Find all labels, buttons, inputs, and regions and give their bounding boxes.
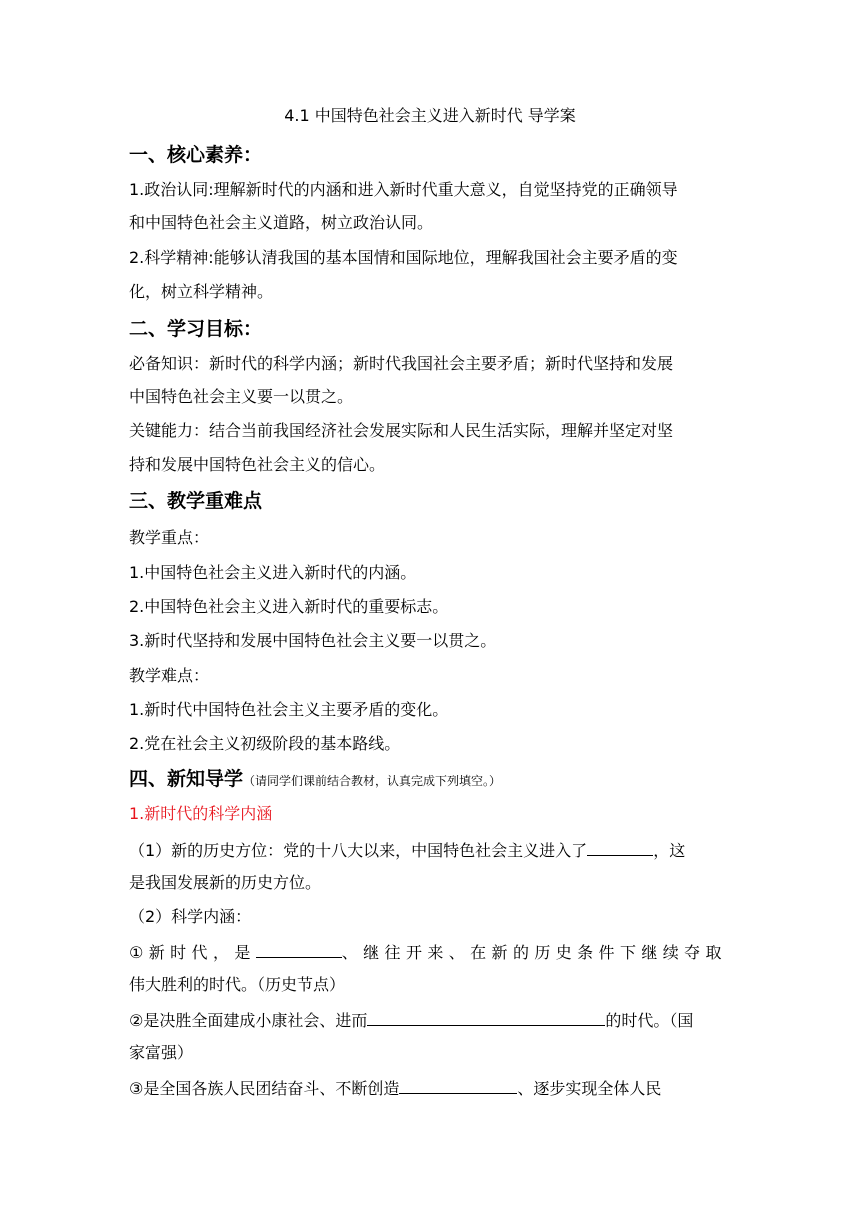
paragraph: 必备知识：新时代的科学内涵；新时代我国社会主要矛盾；新时代坚持和发展 (129, 354, 674, 373)
answer-blank[interactable] (399, 1075, 517, 1094)
subsection-heading: 1.新时代的科学内涵 (129, 804, 273, 823)
paragraph: 是我国发展新的历史方位。 (129, 873, 322, 892)
paragraph: 持和发展中国特色社会主义的信心。 (129, 455, 386, 474)
fill-in-question (129, 939, 731, 965)
section-heading-text: 四、新知导学 (129, 768, 244, 790)
fill-in-question (129, 837, 731, 863)
section-heading-key-difficult-points: 三、教学重难点 (129, 490, 263, 512)
paragraph: 教学重点： (129, 528, 210, 547)
section-heading-new-knowledge (129, 765, 501, 795)
fill-in-question (129, 1007, 731, 1033)
list-item: 1.中国特色社会主义进入新时代的内涵。 (129, 563, 417, 582)
paragraph: 伟大胜利的时代。（历史节点） (129, 975, 346, 994)
answer-blank[interactable] (587, 837, 653, 856)
section-heading-note: （请同学们课前结合教材，认真完成下列填空。） (243, 774, 502, 788)
paragraph: 化，树立科学精神。 (129, 282, 274, 301)
paragraph: 家富强） (129, 1043, 194, 1062)
paragraph: 1.政治认同:理解新时代的内涵和进入新时代重大意义，自觉坚持党的正确领导 (129, 180, 678, 199)
fill-in-question (129, 1075, 731, 1101)
paragraph: 中国特色社会主义要一以贯之。 (129, 387, 354, 406)
question-text: ②是决胜全面建成小康社会、进而 (129, 1011, 368, 1030)
section-heading-core-literacy: 一、核心素养： (129, 144, 263, 166)
paragraph: 和中国特色社会主义道路，树立政治认同。 (129, 213, 434, 232)
paragraph: （2）科学内涵： (129, 907, 252, 926)
answer-blank[interactable] (256, 939, 342, 958)
question-text: 、逐步实现全体人民 (517, 1079, 662, 1098)
list-item: 2.中国特色社会主义进入新时代的重要标志。 (129, 597, 449, 616)
question-text: ③是全国各族人民团结奋斗、不断创造 (129, 1079, 400, 1098)
list-item: 2.党在社会主义初级阶段的基本路线。 (129, 734, 401, 753)
answer-blank[interactable] (367, 1007, 605, 1026)
question-text: （1）新的历史方位：党的十八大以来，中国特色社会主义进入了 (129, 841, 588, 860)
question-text: ①新时代，是 (129, 943, 256, 962)
list-item: 1.新时代中国特色社会主义主要矛盾的变化。 (129, 700, 449, 719)
question-text: ，这 (653, 841, 686, 860)
question-text: 的时代。（国 (605, 1011, 694, 1030)
paragraph: 教学难点： (129, 666, 210, 685)
section-heading-learning-goals: 二、学习目标： (129, 318, 263, 340)
document-title: 4.1 中国特色社会主义进入新时代 导学案 (284, 106, 576, 125)
list-item: 3.新时代坚持和发展中国特色社会主义要一以贯之。 (129, 631, 497, 650)
question-text: 、继往开来、在新的历史条件下继续夺取 (341, 943, 727, 962)
paragraph: 2.科学精神:能够认清我国的基本国情和国际地位，理解我国社会主要矛盾的变 (129, 248, 678, 267)
paragraph: 关键能力：结合当前我国经济社会发展实际和人民生活实际，理解并坚定对坚 (129, 421, 674, 440)
